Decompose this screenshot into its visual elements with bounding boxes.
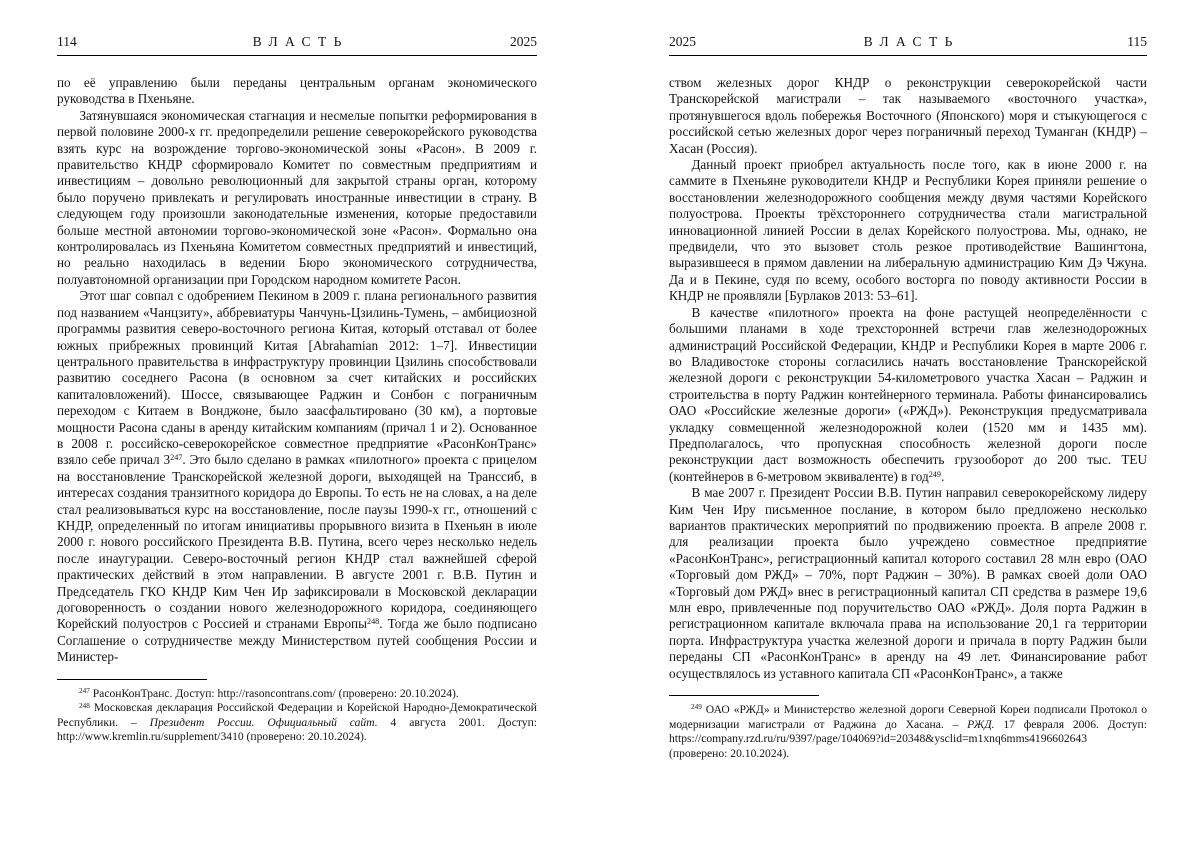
footnotes (57, 687, 537, 745)
italic-text: РЖД. (967, 717, 995, 731)
header-journal-title: ВЛАСТЬ (252, 34, 349, 49)
paragraph: Данный проект приобрел актуальность после того, как в июне 2000 г. на саммите в Пхеньяне руководители КНДР и Республики Корея приняли решение о восстановлении железнодорожного сообщения между двумя частями Корейского полуострова. Проекты трёхстороннего сотрудничества стали магистральной инновационной линией России в делах Корейского полуострова. Мы, однако, не предвидели, что это вызовет столь резкое противодействие Вашингтона, выразившееся в прямом давлении на либеральную администрацию Ким Дэ Чжуна. Да и в Пекине, судя по всему, особого восторга по поводу активности России в КНДР не проявляли [Бурлаков 2013: 53–61]. (669, 157, 1147, 304)
footnote-separator (57, 679, 207, 680)
paragraph: В мае 2007 г. Президент России В.В. Путин направил северокорейскому лидеру Ким Чен Иру письменное послание, в котором было предложено несколько вариантов практических мероприятий по продвижению проекта. В апреле 2008 г. для реализации проекта было учреждено совместное предприятие «РасонКонТранс», регистрационный капитал которого составил 28 млн евро (ОАО «Торговый дом РЖД» – 70%, порт Раджин – 30%). В рамках своей доли ОАО «Торговый дом РЖД» внес в регистрационный капитал СП средства в размере 19,6 млн евро, привлеченные под поручительство ОАО «РЖД». Доля порта Раджин в регистрационном капитале включала права на использование 20,1 га территории порта. Инфраструктура участка железной дороги и причала в порту Раджин были переданы СП «РасонКонТранс» в аренду на 49 лет. Финансирование работ осуществлялось из уставного капитала СП «РасонКонТранс», а также (669, 485, 1147, 681)
header-journal-title: ВЛАСТЬ (863, 34, 960, 49)
footnote-separator (669, 695, 819, 696)
footnote-number: 249 (691, 703, 702, 712)
footnote: $^{247}$ РасонКонТранс. Доступ: http://rasoncontrans.com/ (проверено: 20.10.2024). (79, 686, 459, 700)
page-header (669, 34, 1147, 56)
paragraph: Затянувшаяся экономическая стагнация и несмелые попытки реформирования в первой половине 2000-х гг. предопределили решение северокорейского руководства взять курс на возрождение торгово-экономической зоны «Расон». В 2009 г. правительство КНДР сформировало Комитет по совместным предприятиям и инвестициям – довольно революционный для закрытой страны орган, которому было поручено привлекать и регулировать иностранные инвестиции в страну. В следующем году произошли законодательные изменения, которые предоставили больше местной автономии торгово-экономической зоне «Расон». Формально она контролировалась из Пхеньяна Комитетом совместных предприятий и инвестиций, но реально находилась в ведении Бюро экономического сотрудничества, полуавтономной организации при Городском народном комитете Расон. (57, 107, 537, 287)
footnote: $^{248}$ Московская декларация Российской Федерации и Корейской Народно-Демократической Республики. – Президент России. Официальный сайт. 4 августа 2001. Доступ: http://www.kremlin.ru/supplement/3410 (проверено: 20.10.2024). (57, 701, 537, 744)
footnote-number: 247 (79, 687, 90, 696)
page-right (600, 0, 1200, 852)
footnote-number: 248 (79, 701, 90, 710)
paragraph: Этот шаг совпал с одобрением Пекином в 2009 г. плана регионального развития под названием «Чанцзиту», аббревиатуры Чанчунь-Цзилинь-Тумень, – амбициозной программы развития северо-восточного региона Китая, который отставал от более южных прибрежных провинций Китая [Abrahamian 2012: 1–7]. Инвестиции центрального правительства в инфраструктуру провинции Цзилинь способствовали развитию соседнего Расона (в основном за счет китайских и российских капиталовложений). Шоссе, связывающее Раджин и Сонбон с пограничным переходом с Китаем в Вонджоне, было заасфальтировано (30 км), а портовые мощности Расона сданы в аренду китайским компаниям (причал 1 и 2). Основанное в 2008 г. российско-северокорейское совместное предприятие «РасонКонТранс» взяло себе причал $3^{247}$. Это было сделано в рамках «пилотного» проекта с прицелом на восстановление Транскорейской железной дороги, выходящей на Транссиб, в интересах создания транзитного коридора до Европы. То есть не на словах, а на деле стал реализовываться курс на восстановление, после паузы 1990-х гг., отношений с КНДР, определенный по итогам инициативы прорывного визита в Пхеньян в июле 2000 г. нового российского Президента В.В. Путина, всего через несколько недель после инаугурации. Северо-восточный регион КНДР стал важнейшей сферой практических действий в этом направлении. В августе 2001 г. В.В. Путин и Председатель ГКО КНДР Ким Чен Ир зафиксировали в Московской декларации договоренность о создании нового железнодорожного коридора, соединяющего Корейский полуостров с Россией и странами Европы$^{248}$. Тогда же было подписано Соглашение о сотрудничестве между Министерством путей сообщения России и Министер- (57, 288, 537, 665)
footnote-reference: 248 (366, 617, 380, 627)
footnote-reference: 249 (928, 469, 941, 479)
footnote-reference: 247 (170, 453, 183, 463)
header-page-number: 114 (57, 34, 77, 49)
header-page-number: 115 (1127, 34, 1147, 49)
italic-text: Президент России. Официальный сайт. (149, 715, 378, 729)
header-year: 2025 (669, 34, 696, 49)
header-year: 2025 (510, 34, 537, 49)
paragraph: ством железных дорог КНДР о реконструкции северокорейской части Транскорейской магистрали – так называемого «восточного участка», протянувшегося вдоль побережья Восточного (Японского) моря и стыкующегося с российской сетью железных дорог через пограничный переход Туманган (КНДР) – Хасан (Россия). (669, 75, 1147, 156)
page-body (57, 75, 537, 666)
page-body (669, 75, 1147, 682)
footnote: $^{249}$ ОАО «РЖД» и Министерство железной дороги Северной Кореи подписали Протокол о модернизации магистрали от Раджина до Хасана. – РЖД. 17 февраля 2006. Доступ: https://company.rzd.ru/ru/9397/page/104069?id=20348&ysclid=m1xnq6mms4196602643 (проверено: 20.10.2024). (669, 703, 1147, 760)
page-header (57, 34, 537, 56)
paragraph: В качестве «пилотного» проекта на фоне растущей неопределённости с большими планами в ходе трехсторонней встречи глав железнодорожных администраций Российской Федерации, КНДР и Республики Корея в марте 2006 г. во Владивостоке стороны согласились начать восстановление Транскорейской железной дороги с реконструкции 54-километрового участка Хасан – Раджин и строительства в порту Раджин контейнерного терминала. Работы финансировались ОАО «Российские железные дороги» («РЖД»). Реконструкция предусматривала укладку совмещенной железнодорожной колеи (1520 мм и 1435 мм). Предполагалось, что пропускная способность железной дороги после реконструкции даст возможность обеспечить грузооборот до 200 тыс. TEU (контейнеров в 6-метровом эквиваленте) в год$^{249}$. (669, 304, 1147, 484)
paragraph: по её управлению были переданы центральным органам экономического руководства в Пхеньяне. (57, 75, 537, 107)
footnotes (669, 703, 1147, 761)
